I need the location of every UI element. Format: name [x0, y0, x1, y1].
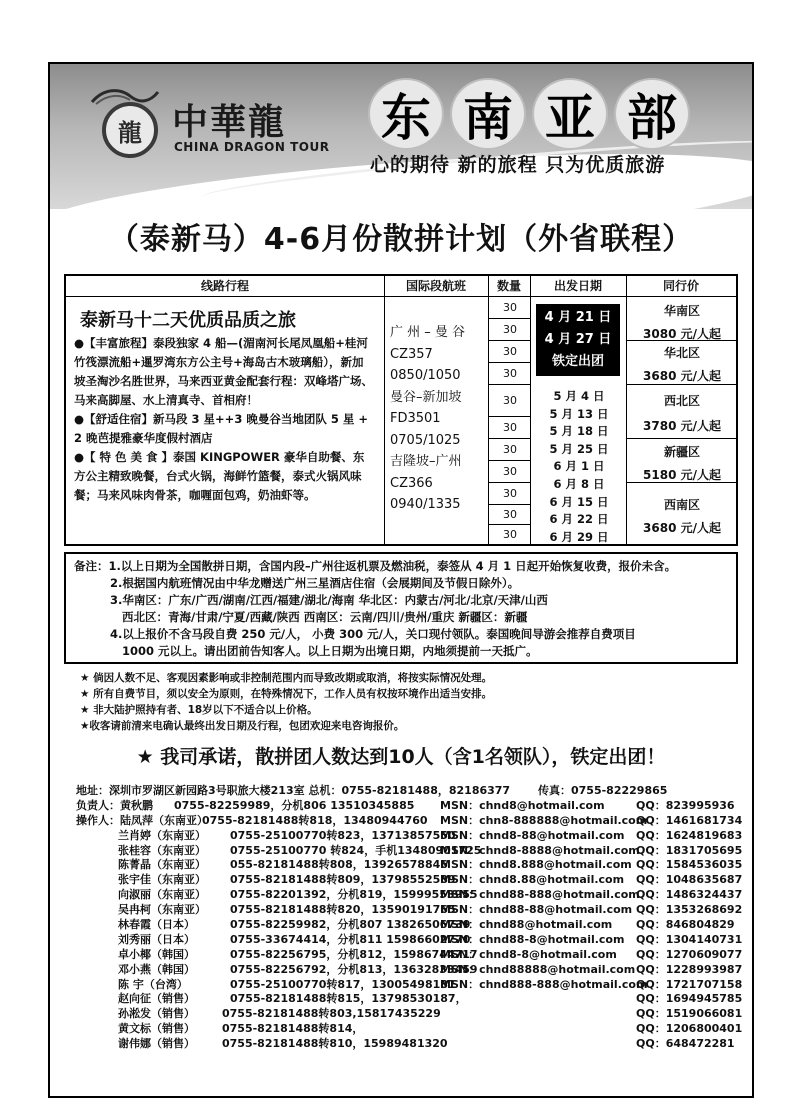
department-seals — [368, 78, 690, 150]
contact-name: 赵向征（销售） — [118, 992, 195, 1006]
contact-phone: 0755-25100770转823，13713857550 — [230, 828, 456, 842]
contact-name: 卓小椰（韩国） — [118, 947, 195, 961]
contact-qq: QQ：846804829 — [636, 918, 735, 932]
row-divider — [488, 340, 530, 341]
th-departure: 出发日期 — [553, 279, 602, 293]
price-value: 3680 元/人起 — [643, 521, 721, 535]
price-item — [628, 392, 736, 434]
flight-line: CZ357 — [390, 346, 433, 362]
departure-date: 6 月 29 日 — [549, 529, 609, 544]
contact-name: 操作人：陆凤萍（东南亚） — [76, 813, 208, 827]
contact-row — [76, 1035, 754, 1050]
departure-date: 6 月 8 日 — [553, 476, 605, 491]
departure-date: 6 月 22 日 — [549, 512, 609, 527]
contact-phone: 0755-82259989，分机806 13510345885 — [174, 798, 415, 812]
route-item: ●【 特 色 美 食 】泰国 KINGPOWER 豪华自助餐、东方公主精致晚餐，台式火锅，海鲜竹篮餐，泰式火锅风味餐；马来风味肉骨茶，咖喱面包鸡，奶油虾等。 — [74, 450, 365, 502]
contact-msn: MSN：chnd88-88@hotmail.com — [440, 903, 633, 917]
contact-phone: 0755-33674414，分机811 15986602770 — [230, 932, 471, 946]
term-line: ★ 倘因人数不足、客观因素影响或非控制范围内而导致改期或取消，将按实际情况处理。 — [80, 672, 493, 684]
contact-row — [76, 946, 754, 961]
confirmed-label: 铁定出团 — [551, 354, 604, 369]
contact-msn: MSN：chnd8.88@hotmail.com — [440, 873, 625, 887]
price-value: 3780 元/人起 — [643, 419, 721, 433]
contact-row — [76, 990, 754, 1005]
departure-date: 6 月 15 日 — [549, 494, 609, 509]
brand-name-cn: 中華龍 — [172, 101, 287, 143]
flight-line: 广 州 – 曼 谷 — [390, 325, 466, 340]
contact-name: 张宇佳（东南亚） — [118, 873, 206, 887]
price-region: 西南区 — [663, 498, 700, 512]
flyer-frame — [48, 62, 754, 1098]
flight-line: 吉隆坡–广州 — [390, 454, 462, 469]
th-quantity: 数量 — [496, 279, 521, 293]
seal-char: 东 — [368, 78, 444, 150]
contact-phone: 0755-82181488转815，13798530187， — [230, 992, 467, 1006]
flight-line: 0705/1025 — [390, 432, 461, 448]
note-line: 4.以上报价不含马段自费 250 元/人， 小费 300 元/人，关口现付领队。泰国晚间导游会推荐自费项目 — [110, 627, 636, 641]
price-item — [628, 302, 736, 342]
slogan: 心的期待 新的旅程 只为优质旅游 — [370, 154, 666, 176]
flight-list — [390, 322, 488, 516]
col-divider — [626, 276, 627, 544]
contact-row — [76, 901, 754, 916]
price-item — [628, 443, 736, 483]
contact-qq: QQ：1486324437 — [636, 888, 743, 902]
quantity-cell: 30 — [503, 528, 517, 541]
contact-qq: QQ：1461681734 — [636, 813, 743, 827]
row-divider — [488, 460, 530, 461]
contact-row — [76, 856, 754, 871]
confirmed-date: 4 月 27 日 — [544, 332, 612, 347]
route-item: ●【丰富旅程】泰段独家 4 船—(湄南河长尾凤凰船+桂河竹筏漂流船+暹罗湾东方公主号+海岛古木玻璃船），新加坡圣淘沙名胜世界，马来西亚黄金配套行程：双峰塔广场、马来高脚屋、水上清真寺、首相府！ — [74, 336, 373, 407]
quantity-cell: 30 — [503, 443, 517, 456]
route-title: 泰新马十二天优质品质之旅 — [80, 310, 296, 331]
contact-name: 陈 宇（台湾） — [118, 977, 188, 991]
contact-phone: 0755-82256792，分机813，13632833459 — [230, 962, 478, 976]
row-divider — [488, 482, 530, 483]
contact-msn: MSN：chnd8-8888@hotmail.com — [440, 843, 640, 857]
quantity-cell: 30 — [503, 465, 517, 478]
row-divider — [488, 384, 530, 385]
departure-date: 6 月 1 日 — [553, 459, 605, 474]
row-divider — [488, 438, 530, 439]
contact-qq: QQ：1519066081 — [636, 1007, 743, 1021]
th-flight: 国际段航班 — [405, 279, 466, 293]
header-divider — [66, 296, 736, 297]
contact-phone: 0755-82256795，分机812，15986744717 — [230, 947, 478, 961]
departure-date-list — [532, 388, 626, 546]
notes-box — [64, 552, 738, 664]
contact-phone: 0755-82181488转803,15817435229 — [222, 1007, 441, 1021]
contact-qq: QQ：648472281 — [636, 1037, 735, 1051]
contact-msn: MSN：chnd888-888@hotmail.com — [440, 977, 648, 991]
contact-name: 兰肖婷（东南亚） — [118, 828, 206, 842]
contact-list — [76, 782, 754, 1050]
contact-name: 黄文标（销售） — [118, 1022, 195, 1036]
contact-qq: QQ：1694945785 — [636, 992, 743, 1006]
contact-row — [76, 812, 754, 827]
price-divider — [626, 438, 736, 439]
contact-name: 孙淞发（销售） — [118, 1007, 195, 1021]
term-line: ★ 非大陆护照持有者、18岁以下不适合以上价格。 — [80, 704, 318, 716]
contact-header-row — [76, 782, 754, 797]
contact-phone: 0755-25100770转817，13005498181 — [230, 977, 456, 991]
contact-phone: 0755-82181488转810，15989481320 — [222, 1037, 448, 1051]
contact-msn: MSN：chn8-888888@hotmail.com — [440, 813, 648, 827]
contact-msn: MSN：chnd88@hotmail.com — [440, 918, 613, 932]
row-divider — [488, 318, 530, 319]
contact-name: 谢伟娜（销售） — [118, 1037, 195, 1051]
contact-row — [76, 961, 754, 976]
contact-name: 吴冉柯（东南亚） — [118, 903, 206, 917]
row-divider — [488, 504, 530, 505]
th-route: 线路行程 — [200, 279, 249, 293]
contact-name: 邓小燕（韩国） — [118, 962, 195, 976]
flight-line: CZ366 — [390, 475, 433, 491]
contact-phone: 0755-82201392，分机819，15999553955 — [230, 888, 478, 902]
quantity-cell: 30 — [503, 345, 517, 358]
contact-msn: MSN：chnd8.888@hotmail.com — [440, 858, 632, 872]
contact-qq: QQ：1721707158 — [636, 977, 743, 991]
price-value: 5180 元/人起 — [643, 468, 721, 482]
route-item: ●【舒适住宿】新马段 3 星++3 晚曼谷当地团队 5 星 + 2 晚芭提雅豪华度假村酒店 — [74, 412, 368, 445]
contact-msn: MSN：chnd88-888@hotmail.com — [440, 888, 640, 902]
contact-name: 负责人：黄秋鹏 — [76, 798, 153, 812]
contact-qq: QQ：1270609077 — [636, 947, 743, 961]
departure-date: 5 月 25 日 — [549, 441, 609, 456]
route-details — [74, 334, 374, 505]
note-line: 备注：1.以上日期为全国散拼日期，含国内段–广州往返机票及燃油税，泰签从 4 月 1 日起开始恢复收费，报价未含。 — [74, 559, 677, 573]
departure-date: 5 月 13 日 — [549, 406, 609, 421]
seal-char: 亚 — [532, 78, 608, 150]
quantity-cell: 30 — [503, 487, 517, 500]
contact-qq: QQ：1206800401 — [636, 1022, 743, 1036]
contact-name: 刘秀丽（日本） — [118, 932, 195, 946]
col-divider — [530, 276, 531, 544]
contact-qq: QQ：1624819683 — [636, 828, 743, 842]
price-region: 西北区 — [663, 394, 700, 408]
price-value: 3080 元/人起 — [643, 327, 721, 341]
contact-qq: QQ：1228993987 — [636, 962, 743, 976]
fax-line: 传真：0755-82229865 — [538, 784, 668, 797]
quantity-cell: 30 — [503, 323, 517, 336]
col-divider — [384, 276, 385, 544]
header-banner — [50, 64, 752, 209]
contact-qq: QQ：1831705695 — [636, 843, 743, 857]
confirmed-date: 4 月 21 日 — [544, 310, 612, 325]
contact-phone: 0755-82181488转820，13590191765 — [230, 903, 456, 917]
seal-char: 南 — [450, 78, 526, 150]
departure-date: 5 月 4 日 — [553, 389, 605, 403]
flight-line: 0850/1050 — [390, 368, 461, 383]
quantity-cell: 30 — [503, 301, 517, 314]
contact-phone: 0755-82181488转814， — [222, 1022, 364, 1036]
contact-name: 向淑丽（东南亚） — [118, 888, 206, 902]
contact-row — [76, 1020, 754, 1035]
quantity-cell: 30 — [503, 421, 517, 434]
departure-date: 5 月 18 日 — [549, 424, 609, 439]
row-divider — [488, 416, 530, 417]
contact-row — [76, 931, 754, 946]
contact-row — [76, 916, 754, 931]
contact-phone: 0755-82259982，分机807 13826506739 — [230, 918, 471, 932]
contact-qq: QQ：1304140731 — [636, 932, 743, 946]
term-line: ★收客请前清来电确认最终出发日期及行程，包团欢迎来电咨询报价。 — [80, 720, 405, 732]
contact-qq: QQ：1353268692 — [636, 903, 743, 917]
contact-qq: QQ：1584536035 — [636, 858, 743, 872]
contact-row — [76, 797, 754, 812]
flight-line: FD3501 — [390, 411, 441, 426]
contact-phone: 0755-82181488转818，13480944760 — [202, 813, 428, 827]
terms-list — [80, 670, 492, 734]
price-item — [628, 344, 736, 384]
price-item — [628, 496, 736, 536]
contact-row — [76, 827, 754, 842]
price-region: 华北区 — [663, 346, 700, 360]
contact-msn: MSN：chnd8-8@hotmail.com — [440, 947, 617, 961]
dragon-logo-icon — [102, 102, 158, 158]
contact-msn: MSN：chnd88-8@hotmail.com — [440, 932, 625, 946]
flight-line: 曼谷–新加坡 — [390, 389, 462, 405]
contact-name: 陈菁晶（东南亚） — [118, 858, 206, 872]
row-divider — [488, 524, 530, 525]
contact-msn: MSN：chnd88888@hotmail.com — [440, 962, 636, 976]
contact-qq: QQ：823995936 — [636, 798, 735, 812]
contact-row — [76, 871, 754, 886]
quantity-cell: 30 — [503, 394, 517, 407]
contact-row — [76, 1005, 754, 1020]
price-region: 华南区 — [663, 304, 700, 318]
note-line: 2.根据国内航班情况由中华龙赠送广州三星酒店住宿（会展期间及节假日除外）。 — [110, 576, 520, 590]
itinerary-table — [64, 274, 738, 546]
brand-name-en: CHINA DRAGON TOUR — [174, 140, 330, 154]
contact-name: 林春霞（日本） — [118, 918, 195, 932]
contact-qq: QQ：1048635687 — [636, 873, 743, 887]
logo-char: 龍 — [118, 117, 142, 147]
price-region: 新疆区 — [663, 445, 700, 459]
contact-row — [76, 886, 754, 901]
quantity-cell: 30 — [503, 508, 517, 521]
quantity-cell: 30 — [503, 367, 517, 380]
contact-row — [76, 976, 754, 991]
contact-phone: 0755-25100770 转824，手机13480901725 — [230, 843, 482, 857]
confirmed-dates-box — [536, 304, 620, 376]
address-line: 地址：深圳市罗湖区新园路3号职旅大楼213室 总机：0755-82181488，82186377 — [76, 784, 511, 797]
note-line: 3.华南区：广东/广西/湖南/江西/福建/湖北/海南 华北区：内蒙古/河北/北京/天津/山西 — [110, 593, 548, 607]
th-price: 同行价 — [662, 279, 699, 293]
price-value: 3680 元/人起 — [643, 369, 721, 383]
contact-msn: MSN：chnd8-88@hotmail.com — [440, 828, 625, 842]
contact-row — [76, 842, 754, 857]
term-line: ★ 所有自费节目，须以安全为原则，在特殊情况下，工作人员有权按环境作出适当安排。 — [80, 688, 493, 700]
seal-char: 部 — [614, 78, 690, 150]
flight-line: 0940/1335 — [390, 497, 461, 512]
contact-phone: 0755-82181488转809，13798552589 — [230, 873, 456, 887]
row-divider — [488, 362, 530, 363]
contact-name: 张桂容（东南亚） — [118, 843, 206, 857]
contact-phone: 055-82181488转808，13926578846 — [230, 858, 448, 872]
price-divider — [626, 384, 736, 385]
contact-msn: MSN：chnd8@hotmail.com — [440, 798, 605, 812]
guarantee-banner: ★ 我司承诺，散拼团人数达到10人（含1名领队），铁定出团！ — [136, 746, 666, 768]
page-title: （泰新马）4-6月份散拼计划（外省联程） — [108, 222, 694, 257]
note-line: 西北区：青海/甘肃/宁夏/西藏/陕西 西南区：云南/四川/贵州/重庆 新疆区：新疆 — [122, 610, 528, 624]
note-line: 1000 元以上。请出团前告知客人。以上日期为出境日期，内地须提前一天抵广。 — [122, 644, 538, 658]
